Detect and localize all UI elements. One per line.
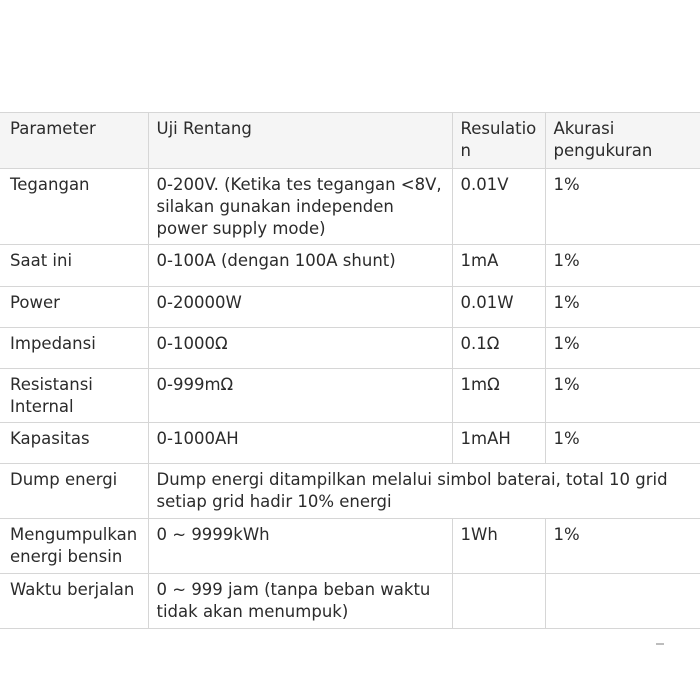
table-header-row bbox=[0, 113, 700, 169]
header-accuracy: Akurasi pengukuran bbox=[545, 113, 700, 169]
cell-resolution: 1mA bbox=[452, 245, 545, 287]
cell-accuracy bbox=[545, 574, 700, 629]
cell-parameter: Power bbox=[0, 287, 148, 328]
cell-resolution: 0.01W bbox=[452, 287, 545, 328]
table-row bbox=[0, 574, 700, 629]
cell-range: 0-100A (dengan 100A shunt) bbox=[148, 245, 452, 287]
table-row bbox=[0, 287, 700, 328]
cell-resolution: 0.01V bbox=[452, 169, 545, 245]
cell-range: Dump energi ditampilkan melalui simbol baterai, total 10 grid setiap grid hadir 10% energi bbox=[148, 464, 700, 519]
cell-parameter: Saat ini bbox=[0, 245, 148, 287]
edge-mark bbox=[656, 643, 664, 645]
table-row bbox=[0, 369, 700, 423]
table-row bbox=[0, 328, 700, 369]
cell-range: 0 ~ 999 jam (tanpa beban waktu tidak akan menumpuk) bbox=[148, 574, 452, 629]
header-parameter: Parameter bbox=[0, 113, 148, 169]
cell-accuracy: 1% bbox=[545, 328, 700, 369]
cell-accuracy: 1% bbox=[545, 423, 700, 464]
cell-range: 0-200V. (Ketika tes tegangan <8V, silakan gunakan independen power supply mode) bbox=[148, 169, 452, 245]
cell-range: 0-20000W bbox=[148, 287, 452, 328]
header-range: Uji Rentang bbox=[148, 113, 452, 169]
cell-resolution: 1mAH bbox=[452, 423, 545, 464]
cell-parameter: Waktu berjalan bbox=[0, 574, 148, 629]
cell-resolution: 1Wh bbox=[452, 519, 545, 574]
cell-parameter: Kapasitas bbox=[0, 423, 148, 464]
table-row bbox=[0, 519, 700, 574]
cell-accuracy: 1% bbox=[545, 169, 700, 245]
cell-range: 0-999mΩ bbox=[148, 369, 452, 423]
cell-range: 0-1000AH bbox=[148, 423, 452, 464]
cell-parameter: Mengumpulkan energi bensin bbox=[0, 519, 148, 574]
table-row bbox=[0, 423, 700, 464]
spec-table bbox=[0, 112, 700, 629]
cell-parameter: Tegangan bbox=[0, 169, 148, 245]
cell-accuracy: 1% bbox=[545, 369, 700, 423]
cell-parameter: Resistansi Internal bbox=[0, 369, 148, 423]
cell-accuracy: 1% bbox=[545, 245, 700, 287]
cell-range: 0-1000Ω bbox=[148, 328, 452, 369]
cell-parameter: Impedansi bbox=[0, 328, 148, 369]
cell-range: 0 ~ 9999kWh bbox=[148, 519, 452, 574]
cell-accuracy: 1% bbox=[545, 287, 700, 328]
cell-resolution bbox=[452, 574, 545, 629]
header-resolution: Resulation bbox=[452, 113, 545, 169]
cell-parameter: Dump energi bbox=[0, 464, 148, 519]
cell-resolution: 1mΩ bbox=[452, 369, 545, 423]
cell-resolution: 0.1Ω bbox=[452, 328, 545, 369]
cell-accuracy: 1% bbox=[545, 519, 700, 574]
table-row bbox=[0, 245, 700, 287]
table-row bbox=[0, 169, 700, 245]
table-row bbox=[0, 464, 700, 519]
spec-table-container bbox=[0, 112, 700, 629]
